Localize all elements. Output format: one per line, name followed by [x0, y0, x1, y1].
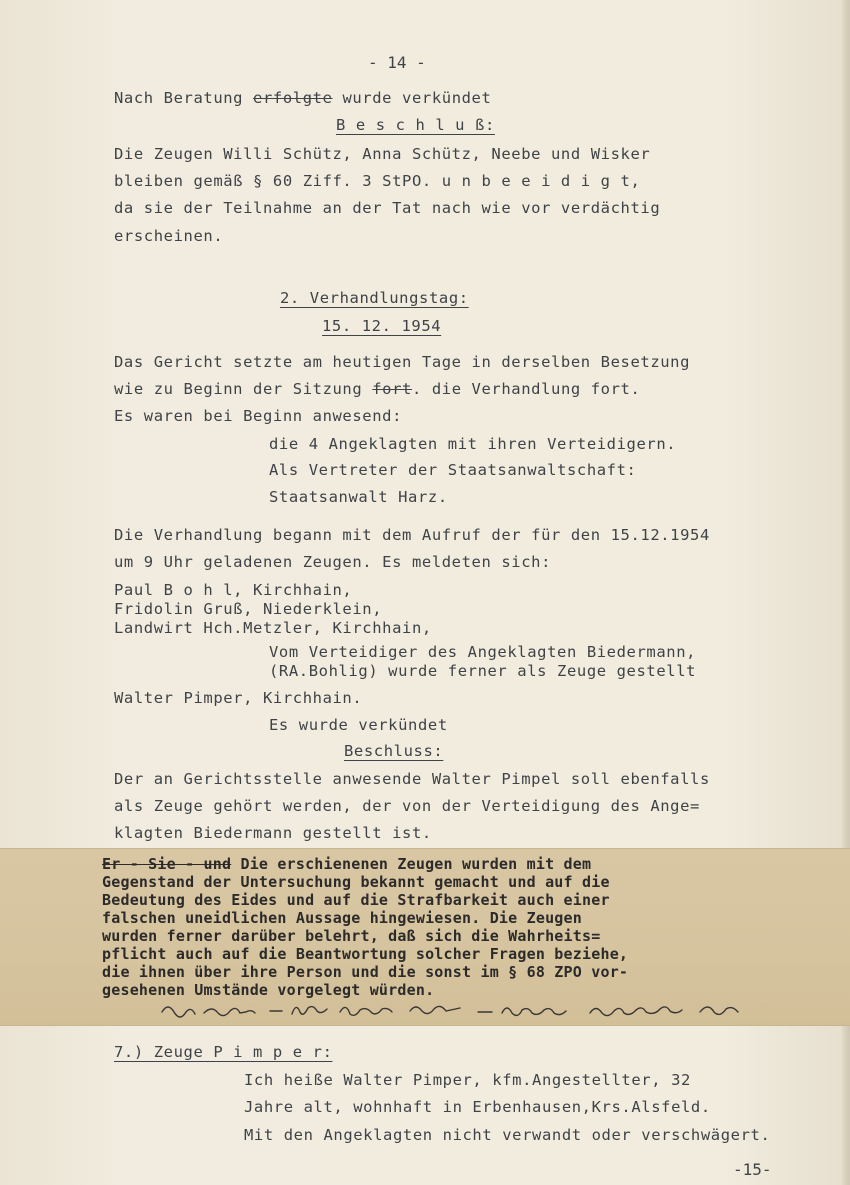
text-line: Der an Gerichtsstelle anwesende Walter Pimpel soll ebenfalls — [114, 770, 710, 788]
announce-line: Es wurde verkündet — [269, 716, 448, 734]
witness-line: Fridolin Gruß, Niederklein, — [114, 600, 383, 618]
text-line: Das Gericht setzte am heutigen Tage in derselben Besetzung — [114, 353, 691, 371]
testimony-line: Mit den Angeklagten nicht verwandt oder verschwägert. — [244, 1126, 771, 1144]
page-number-top: - 14 - — [368, 53, 426, 72]
text-line: bleiben gemäß § 60 Ziff. 3 StPO. u n b e e i d i g t, — [114, 172, 641, 190]
intro-line: Nach Beratung erfolgte wurde verkündet — [114, 89, 492, 107]
day-date: 15. 12. 1954 — [322, 317, 442, 335]
indent-line: die 4 Angeklagten mit ihren Verteidigern. — [269, 435, 677, 453]
beschluss-heading: Beschluss: — [344, 742, 444, 760]
insert-line: Er - Sie - und Die erschienenen Zeugen wurden mit dem — [102, 855, 592, 873]
indent-line: Staatsanwalt Harz. — [269, 488, 448, 506]
struck-word: fort — [372, 380, 412, 398]
text-line: um 9 Uhr geladenen Zeugen. Es meldeten sich: — [114, 553, 551, 571]
text-line: als Zeuge gehört werden, der von der Verteidigung des Ange= — [114, 797, 700, 815]
defense-line: (RA.Bohlig) wurde ferner als Zeuge gestellt — [269, 662, 697, 680]
insert-line: pflicht auch auf die Beantwortung solcher Fragen beziehe, — [102, 945, 629, 963]
struck-prefix: Er - Sie - und — [102, 855, 232, 873]
struck-word: erfolgte — [253, 89, 333, 107]
insert-line: falschen uneidlichen Aussage hingewiesen. Die Zeugen — [102, 909, 582, 927]
text-line: Es waren bei Beginn anwesend: — [114, 407, 403, 425]
day-title: 2. Verhandlungstag: — [280, 289, 469, 307]
text-line: klagten Biedermann gestellt ist. — [114, 824, 432, 842]
text-line: Die Verhandlung begann mit dem Aufruf der für den 15.12.1954 — [114, 526, 710, 544]
pasted-insert — [0, 848, 850, 1026]
text-line: wie zu Beginn der Sitzung fort. die Verhandlung fort. — [114, 380, 641, 398]
text-line: erscheinen. — [114, 227, 224, 245]
handwritten-signature-note — [160, 1000, 750, 1022]
indent-line: Als Vertreter der Staatsanwaltschaft: — [269, 461, 637, 479]
testimony-line: Ich heiße Walter Pimper, kfm.Angestellter, 32 — [244, 1071, 691, 1089]
insert-line: Gegenstand der Untersuchung bekannt gemacht und auf die — [102, 873, 610, 891]
insert-line: die ihnen über ihre Person und die sonst im § 68 ZPO vor- — [102, 963, 629, 981]
text-line: da sie der Teilnahme an der Tat nach wie vor verdächtig — [114, 199, 661, 217]
insert-line: wurden ferner darüber belehrt, daß sich die Wahrheits= — [102, 927, 601, 945]
page-number-bottom: -15- — [733, 1160, 772, 1179]
witness-heading: 7.) Zeuge P i m p e r: — [114, 1043, 333, 1061]
insert-line: Bedeutung des Eides und auf die Strafbarkeit auch einer — [102, 891, 610, 909]
witness-line: Walter Pimper, Kirchhain. — [114, 689, 363, 707]
testimony-line: Jahre alt, wohnhaft in Erbenhausen,Krs.Alsfeld. — [244, 1098, 711, 1116]
defense-line: Vom Verteidiger des Angeklagten Biedermann, — [269, 643, 697, 661]
witness-line: Landwirt Hch.Metzler, Kirchhain, — [114, 619, 432, 637]
beschluss-heading: B e s c h l u ß: — [336, 116, 495, 134]
text-line: Die Zeugen Willi Schütz, Anna Schütz, Neebe und Wisker — [114, 145, 651, 163]
insert-line: gesehenen Umstände vorgelegt würden. — [102, 981, 435, 999]
witness-line: Paul B o h l, Kirchhain, — [114, 581, 353, 599]
